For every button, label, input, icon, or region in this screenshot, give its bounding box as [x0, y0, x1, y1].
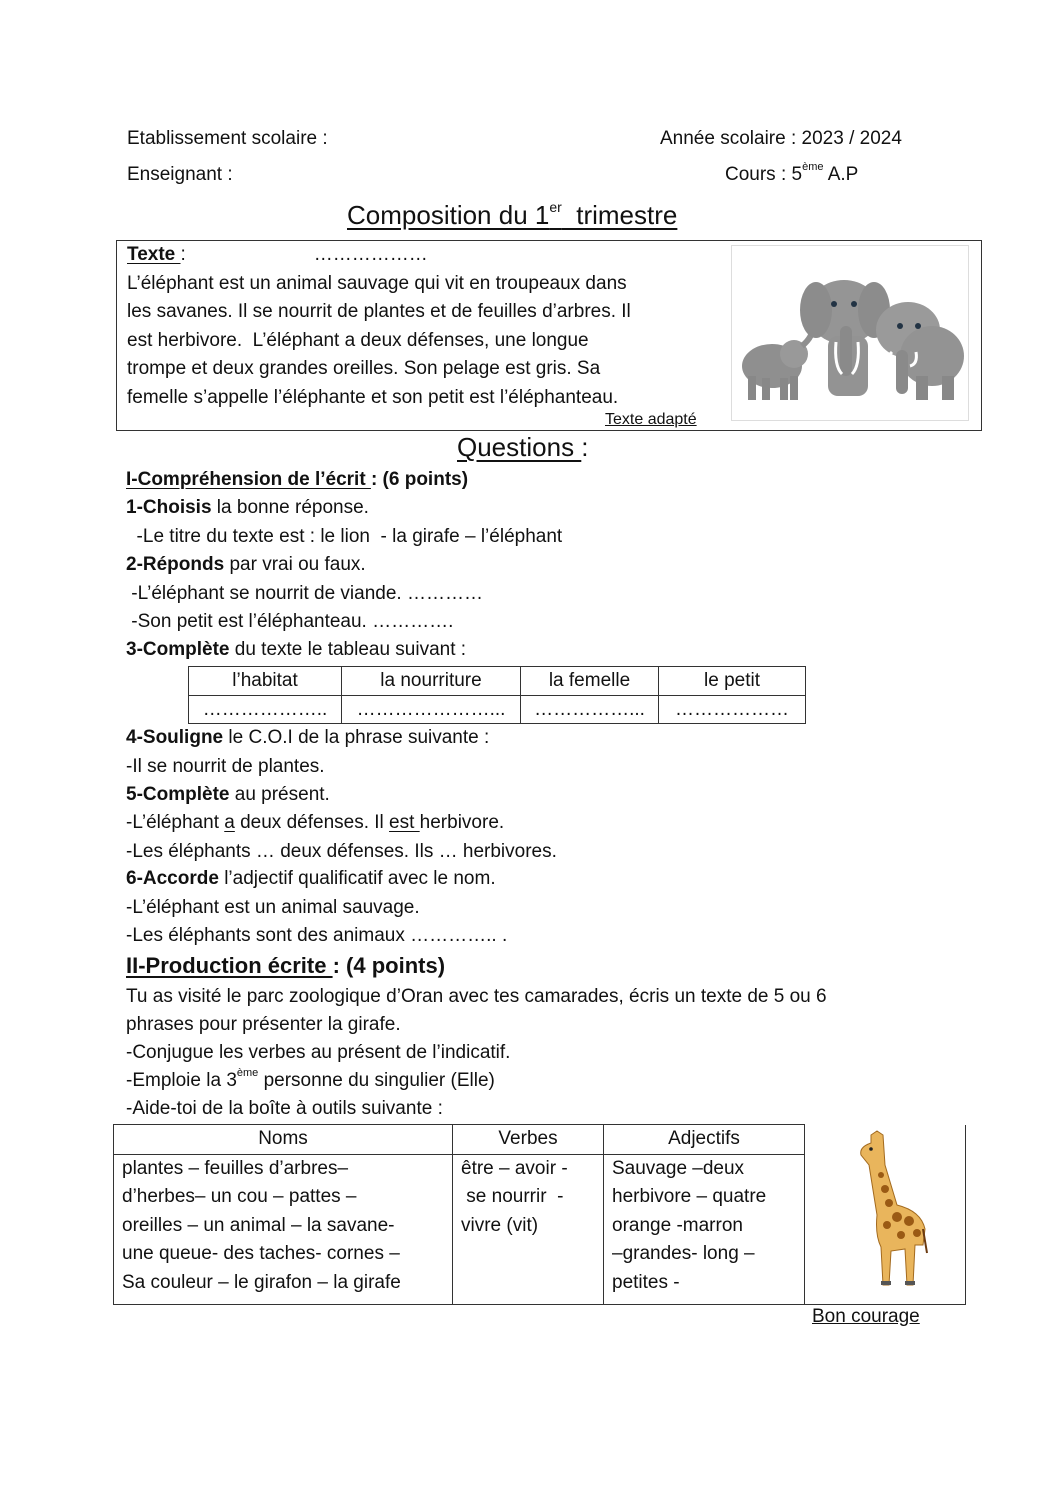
toolbox-noms: plantes – feuilles d’arbres– d’herbes– un cou – pattes – oreilles – un animal – la savane- une queue- des taches- cornes – Sa couleur – le girafon – la girafe	[114, 1154, 453, 1304]
answer-blank[interactable]: ……………...	[521, 696, 659, 724]
passage-line: est herbivore. L’éléphant a deux défenses, une longue	[127, 329, 589, 351]
answer-blank[interactable]: …………………...	[342, 696, 521, 724]
course-label: Cours : 5ème A.P	[725, 161, 859, 185]
toolbox-header-noms: Noms	[114, 1125, 453, 1155]
reading-text-box	[116, 240, 982, 431]
part1-heading: I-Compréhension de l’écrit : (6 points)	[126, 469, 469, 490]
q4-sentence: -Il se nourrit de plantes.	[126, 756, 325, 777]
q2-statement: -L’éléphant se nourrit de viande. …………	[126, 583, 483, 604]
q2-statement: -Son petit est l’éléphanteau. ………….	[126, 611, 454, 632]
q6-example: -L’éléphant est un animal sauvage.	[126, 897, 420, 918]
questions-heading: Questions :	[457, 432, 589, 462]
part2-instruction: -Emploie la 3ème personne du singulier (Elle)	[126, 1067, 495, 1091]
q5-example: -L’éléphant a deux défenses. Il est herbivore.	[126, 812, 505, 833]
q3-table	[188, 666, 806, 724]
text-label-line: Texte : ………………	[127, 244, 428, 265]
q6-instruction: 6-Accorde l’adjectif qualificatif avec le nom.	[126, 868, 496, 889]
toolbox-verbes: être – avoir - se nourrir - vivre (vit)	[453, 1154, 604, 1304]
teacher-label: Enseignant :	[127, 164, 233, 185]
reading-passage	[127, 241, 707, 412]
toolbox-header-adjectifs: Adjectifs	[604, 1125, 805, 1155]
q1-instruction: 1-Choisis la bonne réponse.	[126, 497, 369, 518]
giraffe-image	[805, 1125, 966, 1305]
elephants-image	[731, 245, 969, 421]
table-header: l’habitat	[189, 667, 342, 696]
part2-prompt: phrases pour présenter la girafe.	[126, 1014, 401, 1035]
title-blank: ………………	[313, 244, 428, 265]
giraffe-icon	[825, 1125, 945, 1295]
answer-blank[interactable]: ………………..	[189, 696, 342, 724]
part2-instruction: -Aide-toi de la boîte à outils suivante :	[126, 1098, 443, 1119]
toolbox-table	[113, 1124, 966, 1305]
passage-line: femelle s’appelle l’éléphante et son petit est l’éléphanteau.	[127, 386, 619, 408]
elephant-icon	[732, 246, 968, 420]
toolbox-adjectifs: Sauvage –deux herbivore – quatre orange -marron –grandes- long – petites -	[604, 1154, 805, 1304]
q6-exercise: -Les éléphants sont des animaux ………….. .	[126, 925, 508, 946]
q3-instruction: 3-Complète du texte le tableau suivant :	[126, 639, 467, 660]
passage-line: L’éléphant est un animal sauvage qui vit en troupeaux dans	[127, 272, 627, 294]
passage-line: trompe et deux grandes oreilles. Son pelage est gris. Sa	[127, 358, 601, 379]
q2-instruction: 2-Réponds par vrai ou faux.	[126, 554, 366, 575]
school-label: Etablissement scolaire :	[127, 128, 328, 149]
q5-exercise: -Les éléphants … deux défenses. Ils … herbivores.	[126, 841, 557, 862]
part2-instruction: -Conjugue les verbes au présent de l’indicatif.	[126, 1042, 511, 1063]
table-header: la nourriture	[342, 667, 521, 696]
q1-choices: -Le titre du texte est : le lion - la girafe – l’éléphant	[126, 526, 563, 547]
text-source: Texte adapté	[605, 411, 697, 428]
passage-line: les savanes. Il se nourrit de plantes et de feuilles d’arbres. Il	[127, 301, 631, 322]
toolbox-header-verbes: Verbes	[453, 1125, 604, 1155]
table-header: la femelle	[521, 667, 659, 696]
school-year: Année scolaire : 2023 / 2024	[660, 128, 902, 149]
answer-blank[interactable]: ………………	[659, 696, 806, 724]
table-header: le petit	[659, 667, 806, 696]
page-title: Composition du 1er trimestre	[347, 199, 678, 230]
closing-message: Bon courage	[812, 1306, 920, 1327]
part2-prompt: Tu as visité le parc zoologique d’Oran avec tes camarades, écris un texte de 5 ou 6	[126, 986, 827, 1007]
q4-instruction: 4-Souligne le C.O.I de la phrase suivante :	[126, 727, 490, 748]
q5-instruction: 5-Complète au présent.	[126, 784, 330, 805]
part2-heading: II-Production écrite : (4 points)	[126, 953, 446, 978]
